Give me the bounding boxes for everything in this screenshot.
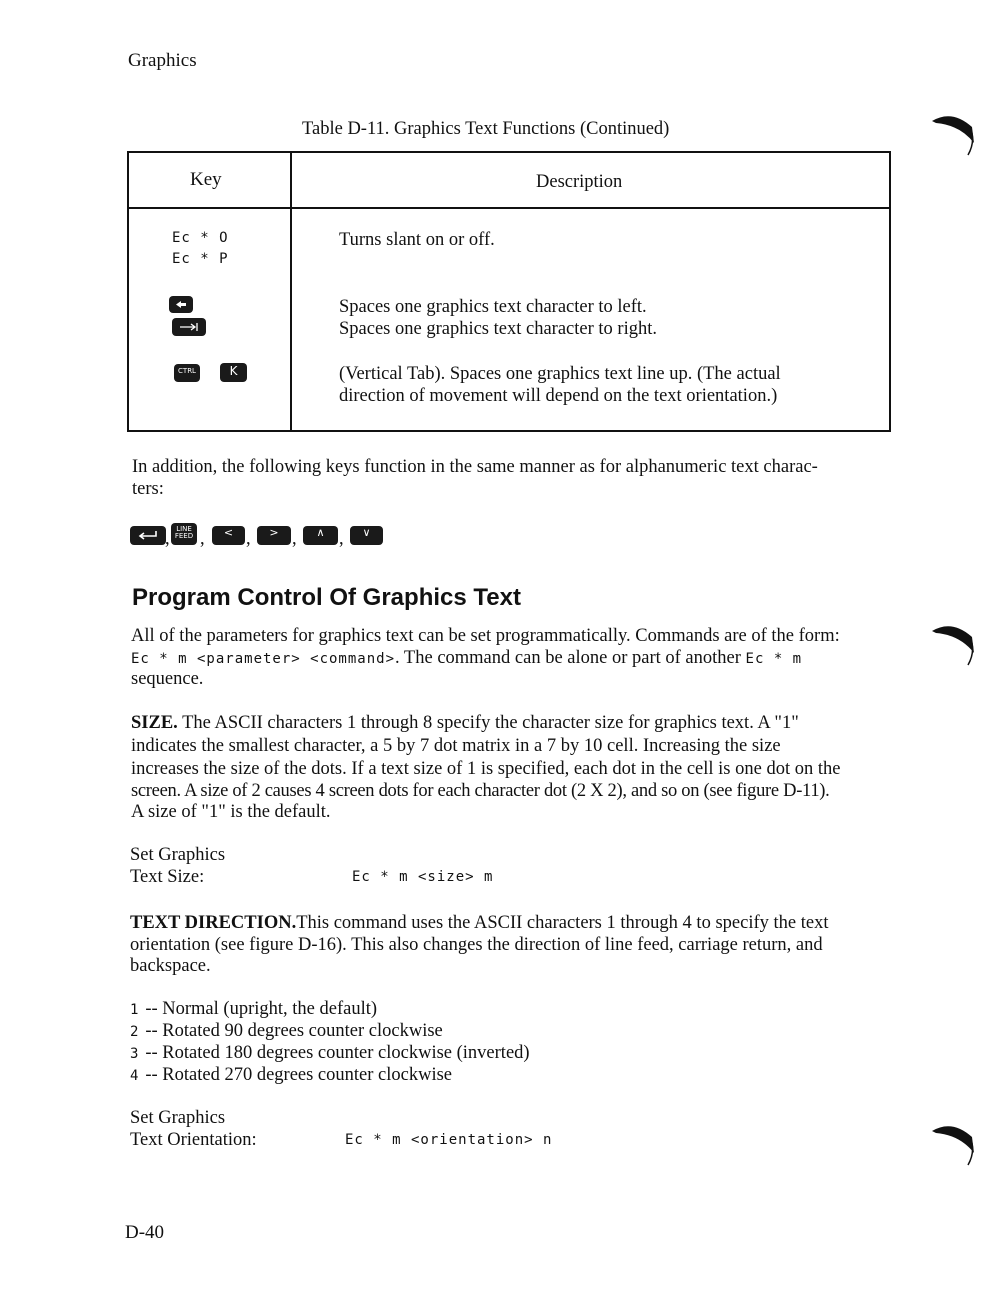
body-paragraph-line: SIZE. The ASCII characters 1 through 8 specify the character size for graphics text. A "1" (131, 713, 799, 733)
command-label: Text Orientation: (130, 1130, 257, 1150)
option-item: 3 -- Rotated 180 degrees counter clockwise (inverted) (130, 1043, 530, 1063)
down-arrow-key-icon: ∨ (350, 526, 383, 545)
table-description: direction of movement will depend on the text orientation.) (339, 386, 778, 406)
line-feed-key-icon: LINE FEED (171, 523, 197, 545)
body-paragraph-line (131, 647, 802, 670)
body-paragraph-line: screen. A size of 2 causes 4 screen dots for each character dot (2 X 2), and so on (see figure D-11). (131, 781, 830, 801)
body-paragraph-line: All of the parameters for graphics text can be set programmatically. Commands are of the form: (131, 626, 840, 646)
inline-code: Ec * m (745, 651, 803, 667)
command-label: Text Size: (130, 867, 205, 887)
body-paragraph-line: sequence. (131, 669, 204, 689)
table-description: Spaces one graphics text character to right. (339, 319, 657, 339)
body-text: . The command can be alone or part of another (395, 648, 746, 668)
key-separator: , (200, 529, 205, 549)
table-description: (Vertical Tab). Spaces one graphics text line up. (The actual (339, 364, 781, 384)
backspace-key-icon (169, 296, 193, 313)
intro-paragraph-line: In addition, the following keys function in the same manner as for alphanumeric text charac- (132, 457, 818, 477)
key-separator: , (246, 529, 251, 549)
command-code: Ec * m <size> m (352, 869, 494, 885)
left-arrow-key-icon: < (212, 526, 245, 545)
table-header-description: Description (536, 172, 623, 192)
key-separator: , (339, 529, 344, 549)
command-code: Ec * m <orientation> n (345, 1132, 553, 1148)
body-paragraph-line: indicates the smallest character, a 5 by 7 dot matrix in a 7 by 10 cell. Increasing the size (131, 736, 781, 756)
body-paragraph-line: orientation (see figure D-16). This also changes the direction of line feed, carriage return, and (130, 935, 823, 955)
intro-paragraph-line: ters: (132, 479, 164, 499)
inline-code: Ec * m <parameter> <command> (131, 651, 396, 667)
k-key-icon: K (220, 363, 247, 382)
key-escape-seq: Ec * O (172, 230, 229, 246)
option-item: 1 -- Normal (upright, the default) (130, 999, 378, 1019)
key-escape-seq: Ec * P (172, 251, 229, 267)
table-column-divider (290, 151, 292, 432)
command-label: Set Graphics (130, 1108, 226, 1128)
key-separator: , (292, 529, 297, 549)
paragraph-label: SIZE. (131, 713, 178, 733)
paragraph-label: TEXT DIRECTION. (130, 913, 297, 933)
body-paragraph-line: increases the size of the dots. If a text size of 1 is specified, each dot in the cell is one dot on the (131, 759, 841, 779)
margin-tab-mark (930, 617, 974, 667)
page-number: D-40 (125, 1222, 165, 1243)
tab-key-icon (172, 318, 206, 336)
section-heading: Program Control Of Graphics Text (132, 584, 521, 611)
option-item: 2 -- Rotated 90 degrees counter clockwise (130, 1021, 443, 1041)
margin-tab-mark (930, 1117, 974, 1167)
table-description: Turns slant on or off. (339, 230, 495, 250)
body-paragraph-line: A size of "1" is the default. (131, 802, 331, 822)
right-arrow-key-icon: > (257, 526, 291, 545)
ctrl-key-icon: CTRL (174, 364, 200, 382)
table-description: Spaces one graphics text character to left. (339, 297, 647, 317)
margin-tab-mark (930, 107, 974, 157)
running-header: Graphics (128, 50, 197, 71)
body-paragraph-line: backspace. (130, 956, 211, 976)
return-key-icon (130, 526, 166, 545)
command-label: Set Graphics (130, 845, 226, 865)
table-header-divider (127, 207, 891, 209)
up-arrow-key-icon: ∧ (303, 526, 338, 545)
table-header-key: Key (190, 169, 222, 190)
table-caption: Table D-11. Graphics Text Functions (Continued) (302, 119, 670, 139)
key-separator: , (165, 529, 170, 549)
body-paragraph-line: TEXT DIRECTION.This command uses the ASCII characters 1 through 4 to specify the text (130, 913, 829, 933)
option-item: 4 -- Rotated 270 degrees counter clockwise (130, 1065, 453, 1085)
